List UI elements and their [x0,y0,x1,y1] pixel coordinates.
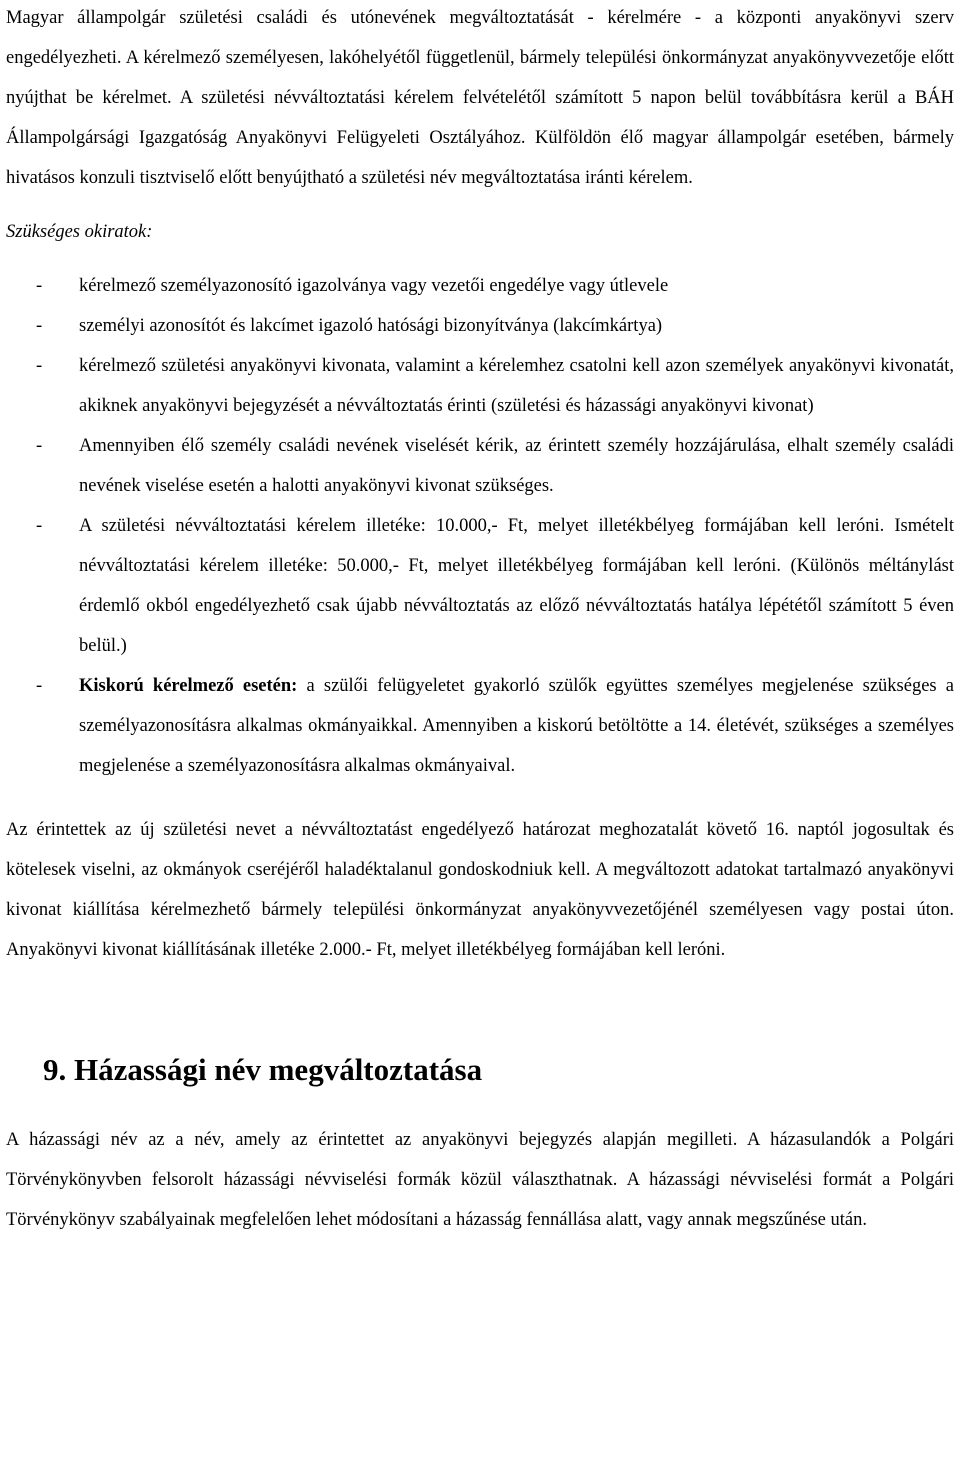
list-item-bold-lead: Kiskorú kérelmező esetén: [79,676,298,696]
bullet-dash: - [36,436,43,456]
required-documents-heading: Szükséges okiratok: [6,222,153,242]
list-item [6,266,954,306]
list-item-text: személyi azonosítót és lakcímet igazoló hatósági bizonyítványa (lakcímkártya) [79,316,663,336]
section-number: 9. [43,1052,67,1087]
bullet-dash: - [36,276,43,296]
list-item-text: kérelmező személyazonosító igazolványa vagy vezetői engedélye vagy útlevele [79,276,669,296]
list-item [6,506,954,666]
list-item [6,306,954,346]
list-item [6,426,954,506]
section-title: Házassági név megváltoztatása [74,1052,483,1087]
list-item-text: a szülői felügyeletet gyakorló szülők együttes személyes megjelenése szükséges a személyazonosításra alkalmas okmányaikkal. Amennyiben a kiskorú betöltötte a 14. életévét, szükséges a személyes megjelenése a személyazonosításra alkalmas okmányaival. [79,676,954,776]
list-item-text: A születési névváltoztatási kérelem illetéke: 10.000,- Ft, melyet illetékbélyeg formájában kell leróni. Ismételt névváltoztatási kérelem illetéke: 50.000,- Ft, melyet illetékbélyeg formájában kell leróni. (Különös méltánylást érdemlő okból engedélyezhető csak újabb névváltoztatás az előző névváltoztatás hatálya lépététől számított 5 éven belül.) [79,516,954,656]
bullet-dash: - [36,356,43,376]
list-item [6,666,954,786]
section-heading [43,1050,954,1094]
marriage-name-paragraph: A házassági név az a név, amely az érintettet az anyakönyvi bejegyzés alapján megilleti. A házasulandók a Polgári Törvénykönyvben felsorolt házassági névviselési formák közül választhatnak. A házassági névviselési formát a Polgári Törvénykönyv szabályainak megfelelően lehet módosítani a házasság fennállása alatt, vagy annak megszűnése után. [6,1130,954,1230]
intro-paragraph: Magyar állampolgár születési családi és utónevének megváltoztatását - kérelmére - a központi anyakönyvi szerv engedélyezheti. A kérelmező személyesen, lakóhelyétől függetlenül, bármely települési önkormányzat anyakönyvvezetője előtt nyújthat be kérelmet. A születési névváltoztatási kérelem felvételétől számított 5 napon belül továbbításra kerül a BÁH Állampolgársági Igazgatóság Anyakönyvi Felügyeleti Osztályához. Külföldön élő magyar állampolgár esetében, bármely hivatásos konzuli tisztviselő előtt benyújtható a születési név megváltoztatása iránti kérelem. [6,8,954,188]
required-documents-list [6,266,954,786]
list-item-text: kérelmező születési anyakönyvi kivonata, valamint a kérelemhez csatolni kell azon személyek anyakönyvi kivonatát, akiknek anyakönyvi bejegyzését a névváltoztatás érinti (születési és házassági anyakönyvi kivonat) [79,356,954,416]
list-item-text: Amennyiben élő személy családi nevének viselését kérik, az érintett személy hozzájárulása, elhalt személy családi nevének viselése esetén a halotti anyakönyvi kivonat szükséges. [79,436,954,496]
validity-paragraph: Az érintettek az új születési nevet a névváltoztatást engedélyező határozat meghozatalát követő 16. naptól jogosultak és kötelesek viselni, az okmányok cseréjéről haladéktalanul gondoskodniuk kell. A megváltozott adatokat tartalmazó anyakönyvi kivonat kiállítása kérelmezhető bármely települési önkormányzat anyakönyvvezetőjénél személyesen vagy postai úton. Anyakönyvi kivonat kiállításának illetéke 2.000.- Ft, melyet illetékbélyeg formájában kell leróni. [6,820,954,960]
bullet-dash: - [36,316,43,336]
bullet-dash: - [36,516,43,536]
bullet-dash: - [36,676,43,696]
list-item [6,346,954,426]
